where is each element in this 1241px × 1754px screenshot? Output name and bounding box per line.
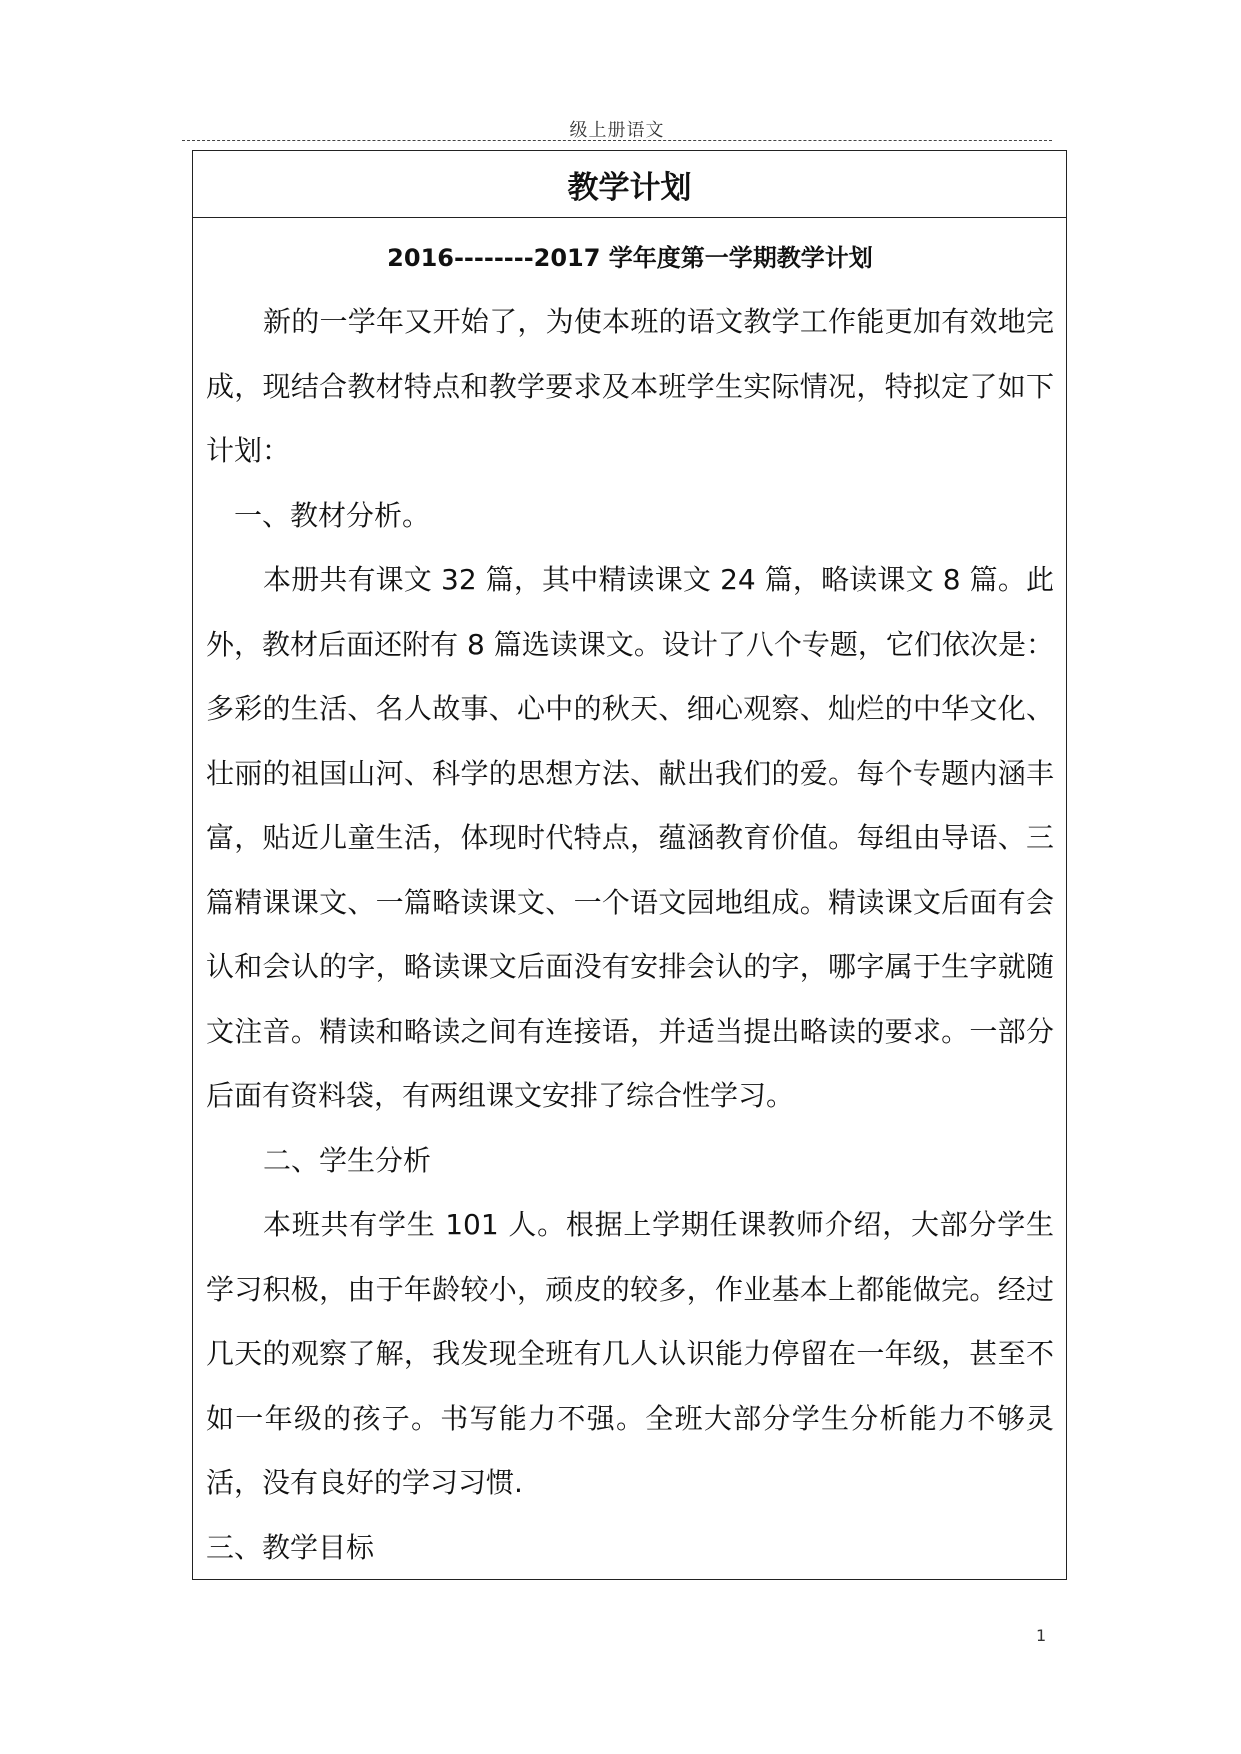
plan-subtitle: 2016--------2017 学年度第一学期教学计划 xyxy=(387,244,873,272)
section2-body: 本班共有学生 101 人。根据上学期任课教师介绍，大部分学生学习积极，由于年龄较小，顽皮的较多，作业基本上都能做完。经过几天的观察了解，我发现全班有几人认识能力停留在一年级，甚至不如一年级的孩子。书写能力不强。全班大部分学生分析能力不够灵活，没有良好的学习习惯. xyxy=(206,1208,1054,1499)
running-header: 级上册语文 xyxy=(569,120,665,141)
plan-content xyxy=(193,218,1066,1580)
table-title: 教学计划 xyxy=(193,151,1066,218)
section1-body: 本册共有课文 32 篇，其中精读课文 24 篇，略读课文 8 篇。此外，教材后面还附有 8 篇选读课文。设计了八个专题，它们依次是：多彩的生活、名人故事、心中的秋天、细心观察、灿烂的中华文化、壮丽的祖国山河、科学的思想方法、献出我们的爱。每个专题内涵丰富，贴近儿童生活，体现时代特点，蕴涵教育价值。每组由导语、三篇精课课文、一篇略读课文、一个语文园地组成。精读课文后面有会认和会认的字，略读课文后面没有安排会认的字，哪字属于生字就随文注音。精读和略读之间有连接语，并适当提出略读的要求。一部分后面有资料袋，有两组课文安排了综合性学习。 xyxy=(206,563,1054,1112)
section2-heading: 二、学生分析 xyxy=(263,1143,432,1177)
section1-heading: 一、教材分析。 xyxy=(234,498,431,532)
intro-paragraph: 新的一学年又开始了，为使本班的语文教学工作能更加有效地完成，现结合教材特点和教学要求及本班学生实际情况，特拟定了如下计划： xyxy=(206,305,1054,467)
header-divider xyxy=(182,140,1052,141)
page-number: 1 xyxy=(1036,1626,1047,1645)
section3-heading: 三、教学目标 xyxy=(206,1530,375,1564)
plan-table xyxy=(192,150,1067,1580)
